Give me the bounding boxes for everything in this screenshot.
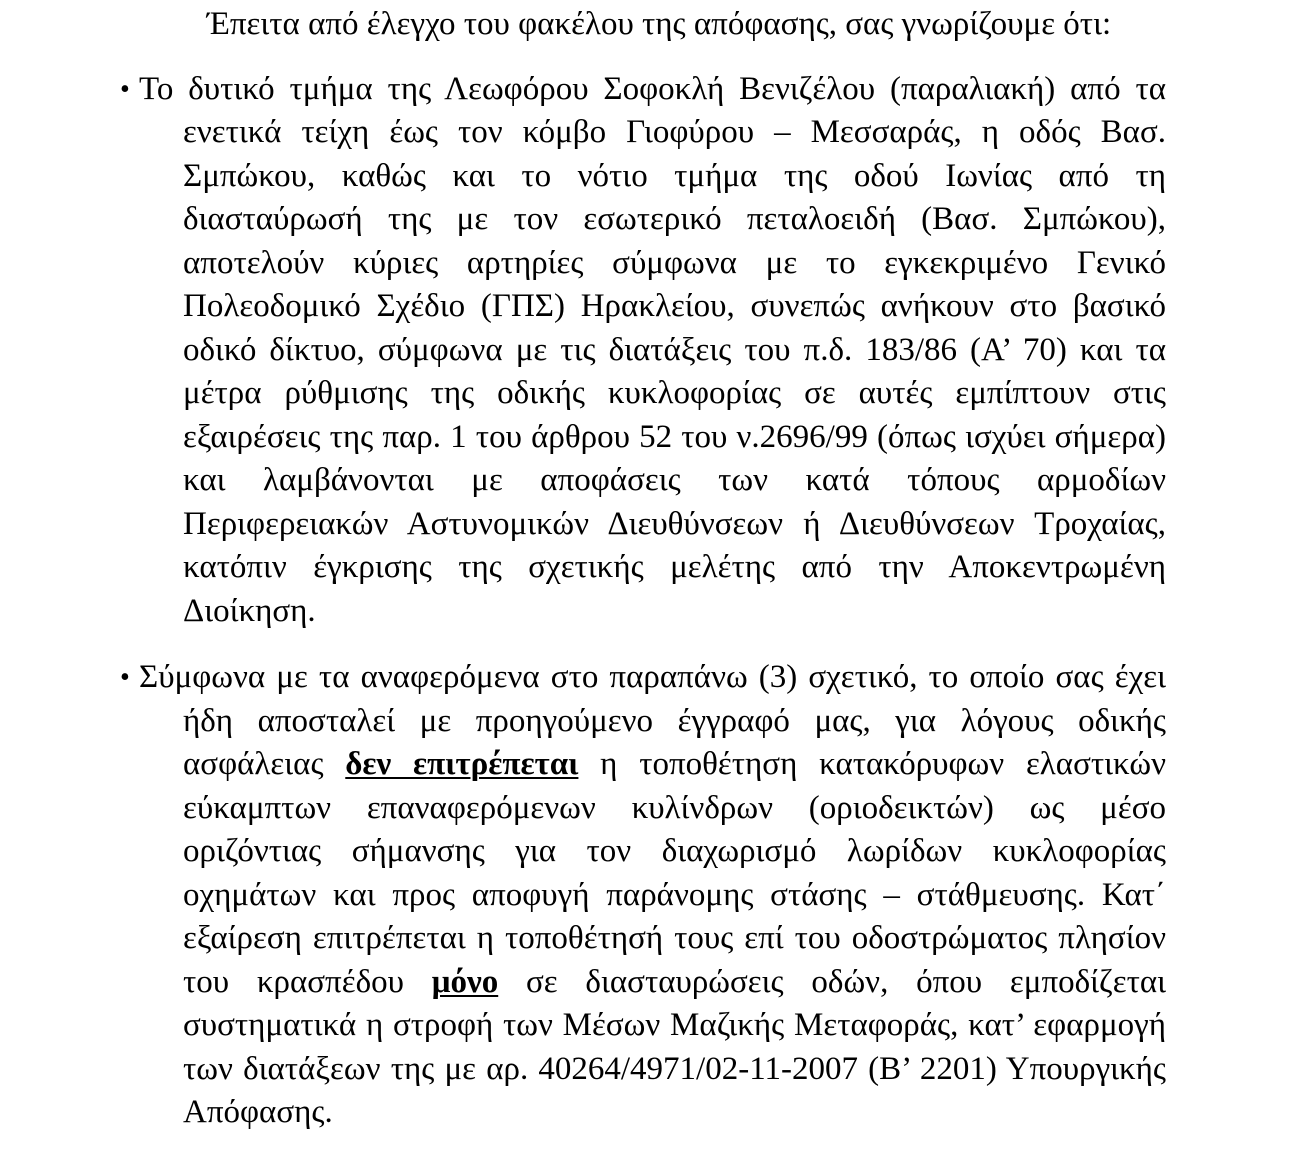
- bullet-icon: •: [120, 662, 130, 693]
- item-text-part: η τοποθέτηση κατακόρυφων ελαστικών εύκαμπτων επαναφερόμενων κυλίνδρων (οριοδεικτών) ως μέσο οριζόντιας σήμανσης για τον διαχωρισμό λωρίδων κυκλοφορίας οχημάτων και προς αποφυγή παράνομης στάσης – στάθμευσης. Κατ΄ εξαίρεση επιτρέπεται η τοποθέτησή τους επί του οδοστρώματος πλησίον του κρασπέδου: [183, 746, 1166, 1000]
- item-text-part: σε διασταυρώσεις οδών, όπου εμποδίζεται συστηματικά η στροφή των Μέσων Μαζικής Μεταφοράς, κατ’ εφαρμογή των διατάξεων της με αρ. 40264/4971/02-11-2007 (Β’ 2201) Υπουργικής Απόφασης.: [183, 963, 1167, 1130]
- bullet-icon: •: [120, 73, 130, 105]
- list-item: [120, 68, 1166, 634]
- item-text: Το δυτικό τμήμα της Λεωφόρου Σοφοκλή Βενιζέλου (παραλιακή) από τα ενετικά τείχη έως τον κόμβο Γιοφύρου – Μεσσαράς, η οδός Βασ. Σμπώκου, καθώς και το νότιο τμήμα της οδού Ιωνίας από τη διασταύρωσή της με τον εσωτερικό πεταλοειδή (Βασ. Σμπώκου), αποτελούν κύριες αρτηρίες σύμφωνα με το εγκεκριμένο Γενικό Πολεοδομικό Σχέδιο (ΓΠΣ) Ηρακλείου, συνεπώς ανήκουν στο βασικό οδικό δίκτυο, σύμφωνα με τις διατάξεις του π.δ. 183/86 (Α’ 70) και τα μέτρα ρύθμισης της οδικής κυκλοφορίας σε αυτές εμπίπτουν στις εξαιρέσεις της παρ. 1 του άρθρου 52 του ν.2696/99 (όπως ισχύει σήμερα) και λαμβάνονται με αποφάσεις των κατά τόπους αρμοδίων Περιφερειακών Αστυνομικών Διευθύνσεων ή Διευθύνσεων Τροχαίας, κατόπιν έγκρισης της σχετικής μελέτης από την Αποκεντρωμένη Διοίκηση.: [139, 70, 1166, 629]
- document-body: [120, 0, 1166, 1135]
- intro-paragraph: Έπειτα από έλεγχο του φακέλου της απόφασης, σας γνωρίζουμε ότι:: [207, 6, 1112, 42]
- item-text-part: Σύμφωνα με τα αναφερόμενα στο παραπάνω (3) σχετικό, το οποίο σας έχει ήδη αποσταλεί με προηγούμενο έγγραφό μας, για λόγους οδικής ασφάλειας: [139, 659, 1166, 782]
- bullet-list: [120, 68, 1166, 1135]
- emphasis-not-allowed: δεν επιτρέπεται: [345, 746, 579, 782]
- emphasis-only: μόνο: [431, 963, 499, 1000]
- list-item: [120, 656, 1166, 1135]
